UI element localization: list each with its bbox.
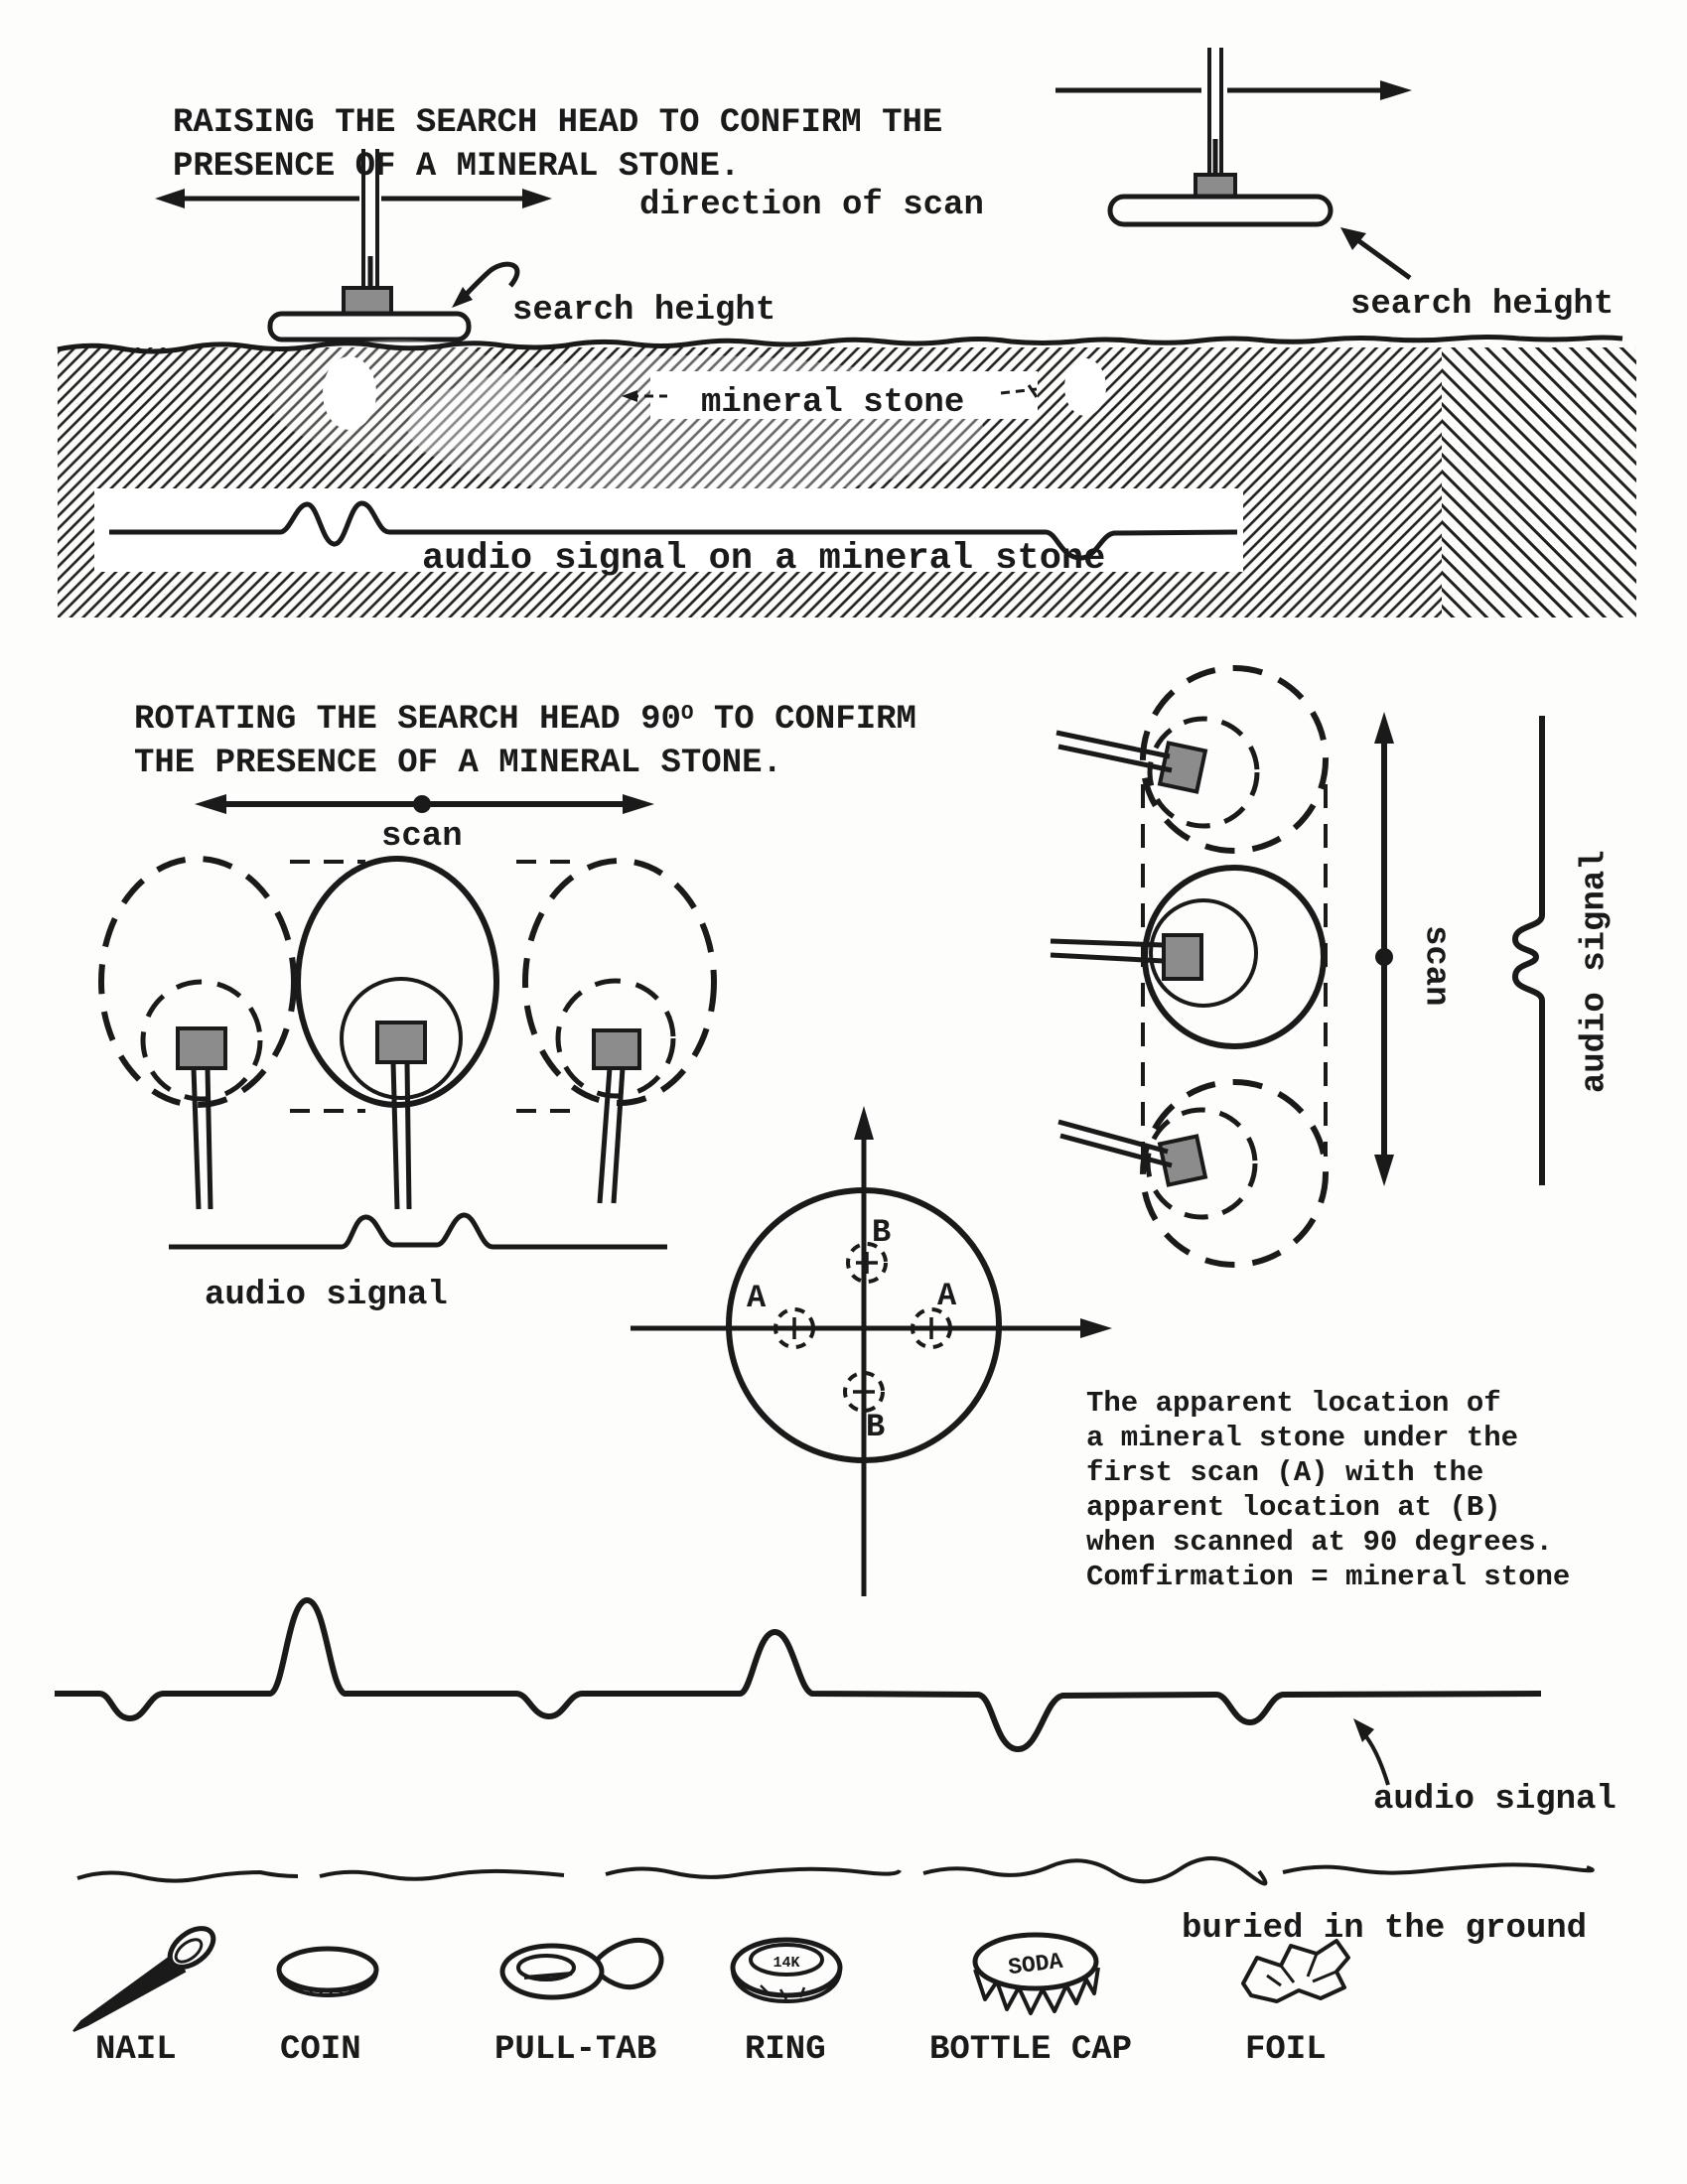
marker-a-left: A	[747, 1280, 767, 1316]
search-coil	[377, 1023, 425, 1062]
rotating-title-pre: ROTATING THE SEARCH HEAD 90	[134, 701, 681, 739]
pull-tab-icon	[502, 1940, 661, 1997]
mineral-stone-blob-right	[1064, 358, 1106, 416]
audio-signal-label-vertical: audio signal	[1576, 850, 1615, 1094]
degree-superscript: O	[680, 703, 694, 726]
raising-title-line1: RAISING THE SEARCH HEAD TO CONFIRM THE	[173, 104, 943, 142]
search-height-arrow-right	[1340, 227, 1410, 278]
paragraph-line: first scan (A) with the	[1086, 1456, 1484, 1489]
audio-signal-label-bottom: audio signal	[1373, 1781, 1617, 1819]
nail-icon	[73, 1921, 220, 2031]
paragraph-line: a mineral stone under the	[1086, 1422, 1519, 1454]
item-label-nail: NAIL	[95, 2031, 177, 2069]
item-label-pull-tab: PULL-TAB	[494, 2031, 657, 2069]
marker-b-top: B	[872, 1214, 892, 1251]
direction-of-scan-arrow	[155, 189, 552, 208]
rotating-title	[134, 699, 916, 785]
raising-title	[173, 102, 942, 189]
bottle-cap-icon	[975, 1935, 1098, 2013]
scan-target-dot	[1375, 948, 1393, 966]
top-view-scan-right-diagram	[1051, 668, 1542, 1265]
search-height-arrow-left	[452, 264, 517, 308]
ring-icon	[733, 1940, 840, 2001]
mineral-stone-blob-left	[323, 356, 376, 430]
audio-waveform-buried-objects	[55, 1600, 1541, 1749]
item-label-bottle-cap: BOTTLE CAP	[929, 2031, 1133, 2069]
search-height-label-right: search height	[1350, 286, 1615, 324]
scan-label-vertical: scan	[1416, 924, 1455, 1007]
audio-waveform-left	[169, 1215, 667, 1247]
detection-field-solid	[298, 859, 496, 1105]
scan-arrow-vertical	[1374, 712, 1394, 1186]
mineral-stone-label: mineral stone	[701, 384, 965, 422]
search-coil	[178, 1028, 225, 1068]
rotating-title-post: TO CONFIRM	[693, 701, 916, 739]
top-view-scan-left-diagram	[101, 859, 714, 1247]
paragraph-line: The apparent location of	[1086, 1387, 1501, 1420]
search-coil	[1160, 1137, 1205, 1185]
ring-engraving: 14K	[773, 1955, 800, 1972]
marker-a-right: A	[937, 1278, 957, 1314]
search-height-label-left: search height	[512, 292, 776, 330]
search-coil	[1164, 935, 1201, 979]
audio-waveform-vertical	[1515, 716, 1542, 1185]
direction-of-scan-label: direction of scan	[639, 187, 984, 224]
rotating-title-line2: THE PRESENCE OF A MINERAL STONE.	[134, 744, 782, 782]
item-label-ring: RING	[745, 2031, 826, 2069]
bottle-cap-text: SODA	[1006, 1948, 1064, 1981]
confirmation-paragraph	[1086, 1386, 1570, 1594]
paragraph-line: apparent location at (B)	[1086, 1491, 1501, 1524]
detector-side-view-raised	[1110, 48, 1331, 224]
coin-icon	[279, 1949, 376, 1995]
ground-surface-wavy-line	[77, 1858, 1593, 1884]
confirmation-plot	[631, 1106, 1112, 1596]
raising-title-line2: PRESENCE OF A MINERAL STONE.	[173, 147, 741, 186]
scan-arrow-horizontal	[195, 794, 654, 814]
item-label-coin: COIN	[280, 2031, 361, 2069]
scan-label-horizontal: scan	[381, 818, 463, 856]
scan-target-dot	[413, 795, 431, 813]
audio-signal-pointer-arrow	[1353, 1718, 1388, 1785]
search-coil	[594, 1030, 639, 1068]
item-label-foil: FOIL	[1245, 2031, 1327, 2069]
scan-direction-arrow-raised	[1055, 80, 1412, 100]
audio-signal-on-mineral-stone-label: audio signal on a mineral stone	[422, 538, 1106, 580]
paragraph-line: Comfirmation = mineral stone	[1086, 1561, 1571, 1593]
paragraph-line: when scanned at 90 degrees.	[1086, 1526, 1553, 1559]
audio-signal-label-left: audio signal	[205, 1277, 448, 1314]
buried-in-the-ground-label: buried in the ground	[1182, 1910, 1588, 1948]
marker-b-bottom: B	[866, 1409, 886, 1445]
